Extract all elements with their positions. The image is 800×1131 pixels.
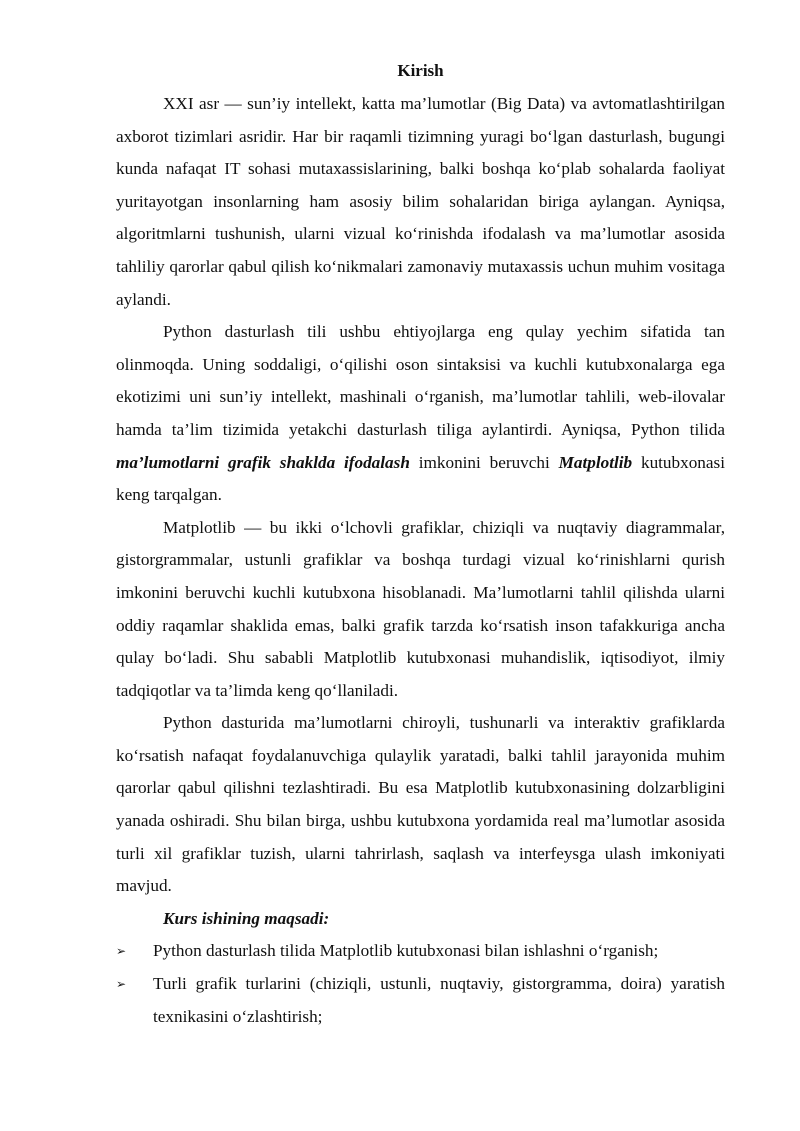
emphasis-graphic-representation: ma’lumotlarni grafik shaklda ifodalash [116,452,410,472]
goal-heading: Kurs ishining maqsadi: [163,908,330,928]
list-item [116,968,725,1033]
list-item-text: Turli grafik turlarini (chiziqli, ustunli, nuqtaviy, gistorgramma, doira) yaratish texnikasini o‘zlashtirish; [153,974,725,1026]
paragraph-relevance: Python dasturida ma’lumotlarni chiroyli, tushunarli va interaktiv grafiklarda ko‘rsatish nafaqat foydalanuvchiga qulaylik yaratadi, balki tahlil jarayonida muhim qarorlar qabul qilishni tezlashtiradi. Bu esa Matplotlib kutubxonasining dolzarbligini yanada oshiradi. Shu bilan birga, ushbu kutubxona yordamida real ma’lumotlar asosida turli xil grafiklar tuzish, ularni tahrirlash, saqlash va interfeysga ulash imkoniyati mavjud. [116,713,725,896]
paragraph-python-text-3: kutubxonasi keng tarqalgan. [116,452,725,505]
paragraph-python-text-2: imkonini beruvchi [409,452,559,472]
page-title: Kirish [397,61,444,80]
arrow-bullet-icon: ➢ [116,944,127,959]
arrow-bullet-icon: ➢ [116,977,127,992]
emphasis-matplotlib: Matplotlib [558,452,633,472]
list-item-text: Python dasturlash tilida Matplotlib kutubxonasi bilan ishlashni o‘rganish; [153,941,659,961]
list-item [116,935,725,968]
paragraph-python [116,316,725,512]
document-page [116,54,725,1033]
paragraph-intro: XXI asr — sun’iy intellekt, katta ma’lumotlar (Big Data) va avtomatlashtirilgan axborot tizimlari asridir. Har bir raqamli tizimning yuragi bo‘lgan dasturlash, bugungi kunda nafaqat IT sohasi mutaxassislarining, balki boshqa ko‘plab sohalarda faoliyat yuritayotgan insonlarning ham asosiy bilim sohalaridan biriga aylangan. Ayniqsa, algoritmlarni tushunish, ularni vizual ko‘rinishda ifodalash va ma’lumotlar asosida tahliliy qarorlar qabul qilish ko‘nikmalari zamonaviy mutaxassis uchun muhim vositaga aylandi. [116,94,725,309]
paragraph-matplotlib: Matplotlib — bu ikki o‘lchovli grafiklar, chiziqli va nuqtaviy diagrammalar, gistorgrammalar, ustunli grafiklar va boshqa turdagi vizual ko‘rinishlarni qurish imkonini beruvchi kuchli kutubxona hisoblanadi. Ma’lumotlarni tahlil qilishda ularni oddiy raqamlar shaklida emas, balki grafik tarzda ko‘rsatish inson tafakkuriga ancha qulay bo‘ladi. Shu sababli Matplotlib kutubxonasi muhandislik, iqtisodiyot, ilmiy tadqiqotlar va ta’limda keng qo‘llaniladi. [116,517,725,700]
goal-list [116,935,725,1033]
paragraph-python-text-1: Python dasturlash tili ushbu ehtiyojlarga eng qulay yechim sifatida tan olinmoqda. Uning soddaligi, o‘qilishi oson sintaksisi va kuchli kutubxonalarga ega ekotizimi uni sun’iy intellekt, mashinali o‘rganish, ma’lumotlar tahlili, web-ilovalar hamda ta’lim tizimida yetakchi dasturlash tiliga aylantirdi. Ayniqsa, Python tilida [116,322,725,439]
